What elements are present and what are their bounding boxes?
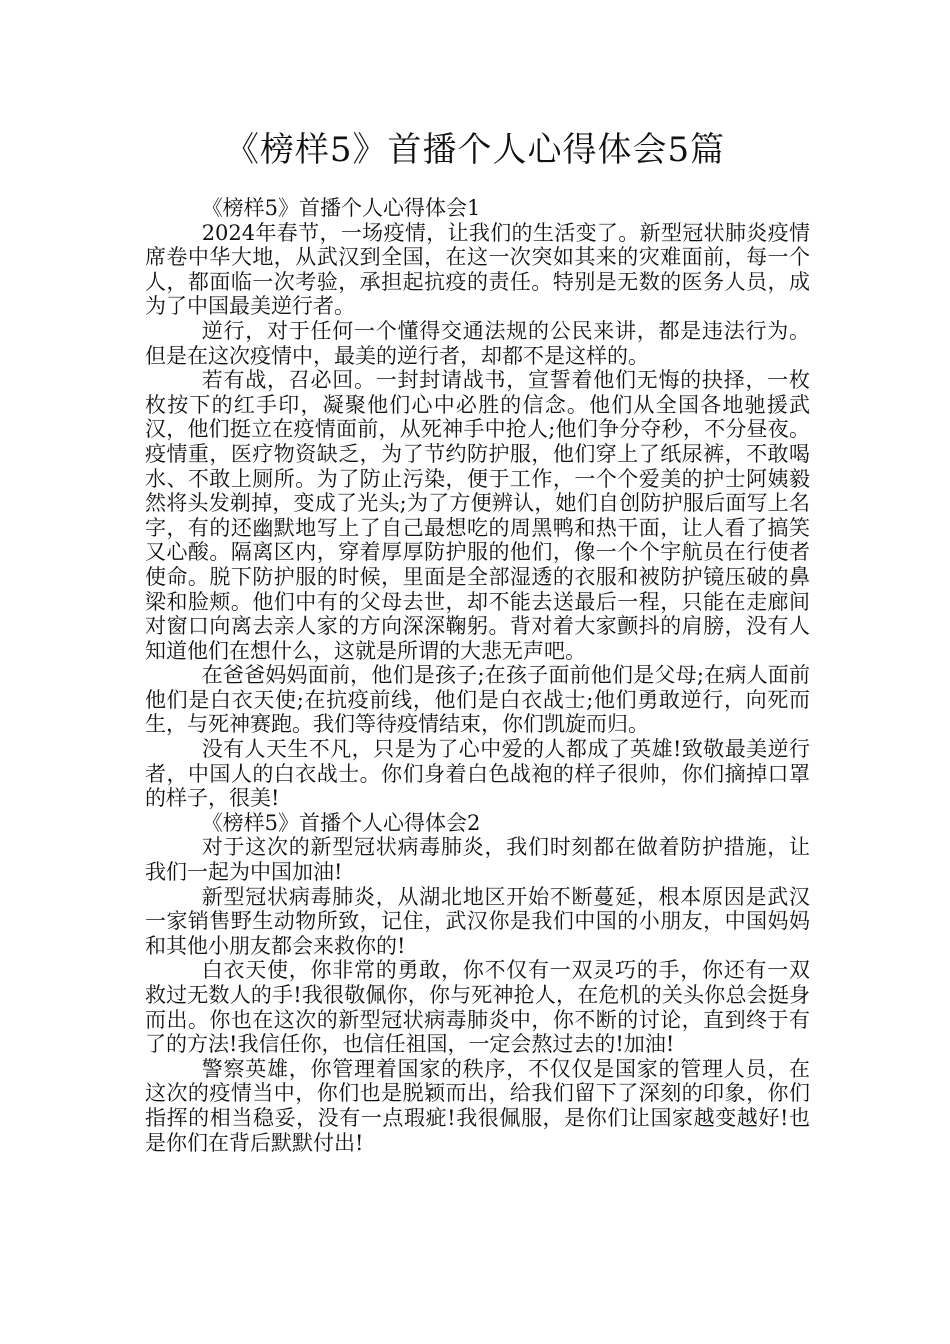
document-title: 《榜样5》首播个人心得体会5篇: [224, 130, 726, 170]
paragraph: 在爸爸妈妈面前，他们是孩子;在孩子面前他们是父母;在病人面前他们是白衣天使;在抗疫前线，他们是白衣战士;他们勇敢逆行，向死而生，与死神赛跑。我们等待疫情结束，你们凯旋而归。: [145, 663, 810, 737]
paragraph: 白衣天使，你非常的勇敢，你不仅有一双灵巧的手，你还有一双救过无数人的手!我很敬佩你，你与死神抢人，在危机的关头你总会挺身而出。你也在这次的新型冠状病毒肺炎中，你不断的讨论，直到终于有了的方法!我信任你，也信任祖国，一定会熬过去的!加油!: [145, 958, 810, 1057]
paragraph: 对于这次的新型冠状病毒肺炎，我们时刻都在做着防护措施，让我们一起为中国加油!: [145, 835, 810, 885]
section-heading: 《榜样5》首播个人心得体会1: [201, 196, 481, 220]
document-body: [145, 196, 810, 1155]
paragraph: 若有战，召必回。一封封请战书，宣誓着他们无悔的抉择，一枚枚按下的红手印，凝聚他们心中必胜的信念。他们从全国各地驰援武汉，他们挺立在疫情面前，从死神手中抢人;他们争分夺秒，不分昼夜。疫情重，医疗物资缺乏，为了节约防护服，他们穿上了纸尿裤，不敢喝水、不敢上厕所。为了防止污染，便于工作，一个个爱美的护士阿姨毅然将头发剃掉，变成了光头;为了方便辨认，她们自创防护服后面写上名字，有的还幽默地写上了自己最想吃的周黑鸭和热干面，让人看了搞笑又心酸。隔离区内，穿着厚厚防护服的他们，像一个个宇航员在行使者使命。脱下防护服的时候，里面是全部湿透的衣服和被防护镜压破的鼻梁和脸颊。他们中有的父母去世，却不能去送最后一程，只能在走廊间对窗口向离去亲人家的方向深深鞠躬。背对着大家颤抖的肩膀，没有人知道他们在想什么，这就是所谓的大悲无声吧。: [145, 368, 810, 663]
paragraph: 2024年春节，一场疫情，让我们的生活变了。新型冠状肺炎疫情席卷中华大地，从武汉到全国，在这一次突如其来的灾难面前，每一个人，都面临一次考验，承担起抗疫的责任。特别是无数的医务人员，成为了中国最美逆行者。: [145, 220, 810, 319]
paragraph: 警察英雄，你管理着国家的秩序，不仅仅是国家的管理人员，在这次的疫情当中，你们也是脱颖而出，给我们留下了深刻的印象，你们指挥的相当稳妥，没有一点瑕疵!我很佩服，是你们让国家越变越好!也是你们在背后默默付出!: [145, 1056, 810, 1155]
paragraph: 新型冠状病毒肺炎，从湖北地区开始不断蔓延，根本原因是武汉一家销售野生动物所致，记住，武汉你是我们中国的小朋友，中国妈妈和其他小朋友都会来救你的!: [145, 884, 810, 958]
paragraph: 逆行，对于任何一个懂得交通法规的公民来讲，都是违法行为。但是在这次疫情中，最美的逆行者，却都不是这样的。: [145, 318, 810, 368]
section-heading: 《榜样5》首播个人心得体会2: [201, 810, 481, 835]
paragraph: 没有人天生不凡，只是为了心中爱的人都成了英雄!致敬最美逆行者，中国人的白衣战士。你们身着白色战袍的样子很帅，你们摘掉口罩的样子，很美!: [145, 737, 810, 811]
